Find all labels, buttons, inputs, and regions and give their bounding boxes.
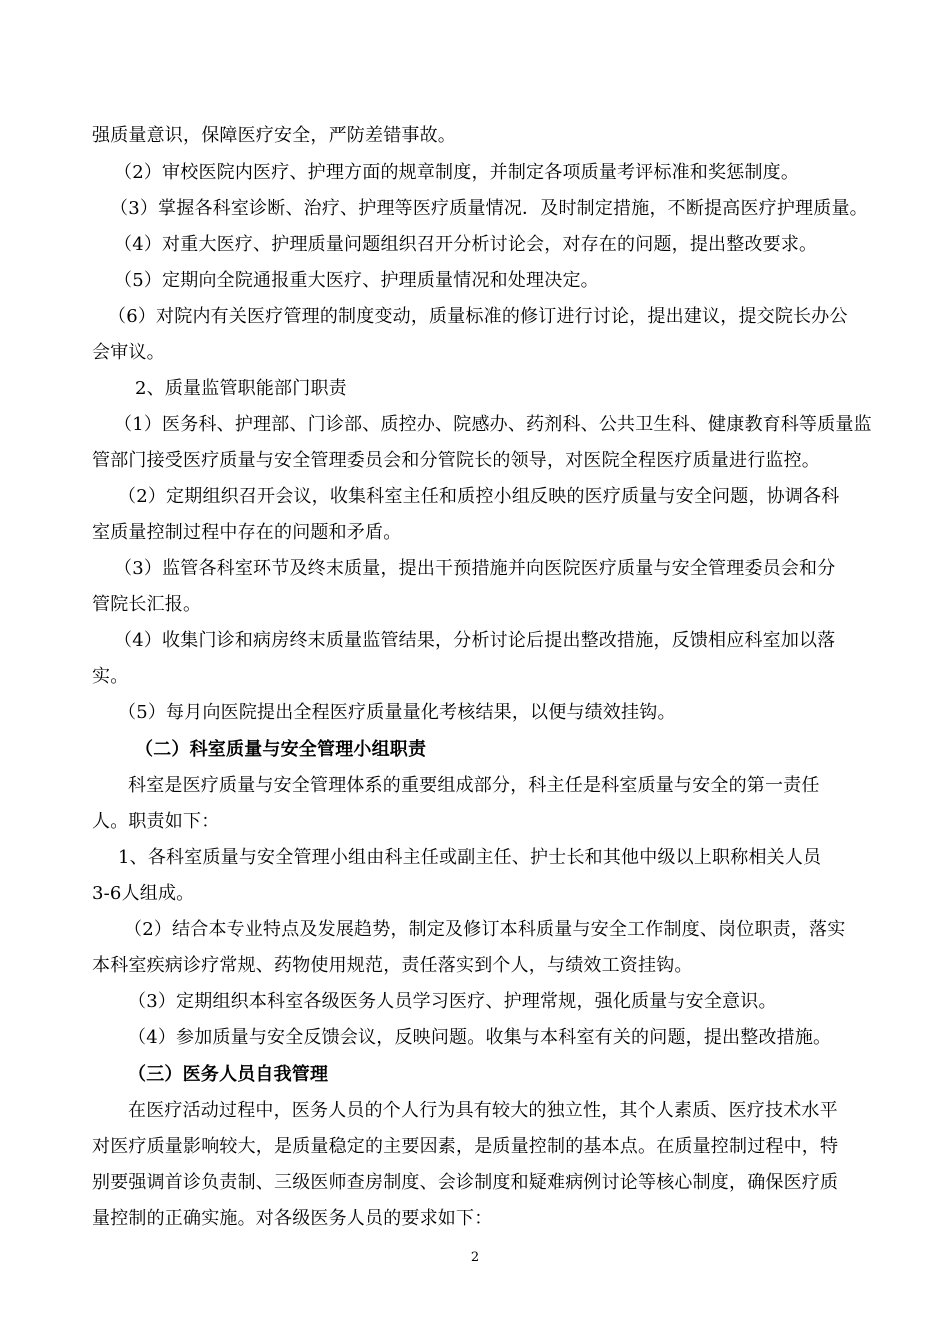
list-item: （2）结合本专业特点及发展趋势，制定及修订本科质量与安全工作制度、岗位职责，落实 [124,919,846,940]
list-item: （4）收集门诊和病房终末质量监管结果，分析讨论后提出整改措施，反馈相应科室加以落 [114,630,836,651]
body-line: 对医疗质量影响较大，是质量稳定的主要因素，是质量控制的基本点。在质量控制过程中，特 [92,1136,839,1157]
body-line: 本科室疾病诊疗常规、药物使用规范，责任落实到个人，与绩效工资挂钩。 [92,955,693,976]
body-line: 别要强调首诊负责制、三级医师查房制度、会诊制度和疑难病例讨论等核心制度，确保医疗质 [92,1172,839,1193]
list-item: （4）对重大医疗、护理质量问题组织召开分析讨论会，对存在的问题，提出整改要求。 [114,234,818,255]
body-line: 室质量控制过程中存在的问题和矛盾。 [92,522,402,543]
list-item: 1、各科室质量与安全管理小组由科主任或副主任、护士长和其他中级以上职称相关人员 [118,847,822,868]
body-line: 管部门接受医疗质量与安全管理委员会和分管院长的领导，对医院全程医疗质量进行监控。 [92,450,820,471]
body-line: 科室是医疗质量与安全管理体系的重要组成部分，科主任是科室质量与安全的第一责任 [128,775,820,796]
body-line: 在医疗活动过程中，医务人员的个人行为具有较大的独立性，其个人素质、医疗技术水平 [128,1100,838,1121]
body-line: 会审议。 [92,342,165,363]
list-item: （5）定期向全院通报重大医疗、护理质量情况和处理决定。 [114,270,599,291]
section-heading: 2、质量监管职能部门职责 [135,378,347,399]
list-item: （5）每月向医院提出全程医疗质量量化考核结果，以便与绩效挂钩。 [118,702,676,723]
list-item: （2）审校医院内医疗、护理方面的规章制度，并制定各项质量考评标准和奖惩制度。 [114,162,800,183]
list-item: （3）定期组织本科室各级医务人员学习医疗、护理常规，强化质量与安全意识。 [128,991,777,1012]
list-item: （4）参加质量与安全反馈会议，反映问题。收集与本科室有关的问题，提出整改措施。 [128,1027,832,1048]
body-line: 人。职责如下： [92,811,220,832]
page-number: 2 [470,1250,480,1265]
body-line: 强质量意识，保障医疗安全，严防差错事故。 [92,125,456,146]
list-item: （3）掌握各科室诊断、治疗、护理等医疗质量情况．及时制定措施，不断提高医疗护理质量。 [110,198,868,219]
list-item: （1）医务科、护理部、门诊部、质控办、院感办、药剂科、公共卫生科、健康教育科等质量监 [114,414,872,435]
body-line: 实。 [92,666,129,687]
list-item: （6）对院内有关医疗管理的制度变动，质量标准的修订进行讨论，提出建议，提交院长办公 [108,306,848,327]
body-line: 量控制的正确实施。对各级医务人员的要求如下： [92,1208,493,1229]
body-line: 管院长汇报。 [92,594,202,615]
body-line: 3-6人组成。 [92,883,195,904]
section-heading: （二）科室质量与安全管理小组职责 [135,739,427,760]
list-item: （3）监管各科室环节及终末质量，提出干预措施并向医院医疗质量与安全管理委员会和分 [114,558,836,579]
section-heading: （三）医务人员自我管理 [128,1064,329,1085]
list-item: （2）定期组织召开会议，收集科室主任和质控小组反映的医疗质量与安全问题，协调各科 [118,486,840,507]
